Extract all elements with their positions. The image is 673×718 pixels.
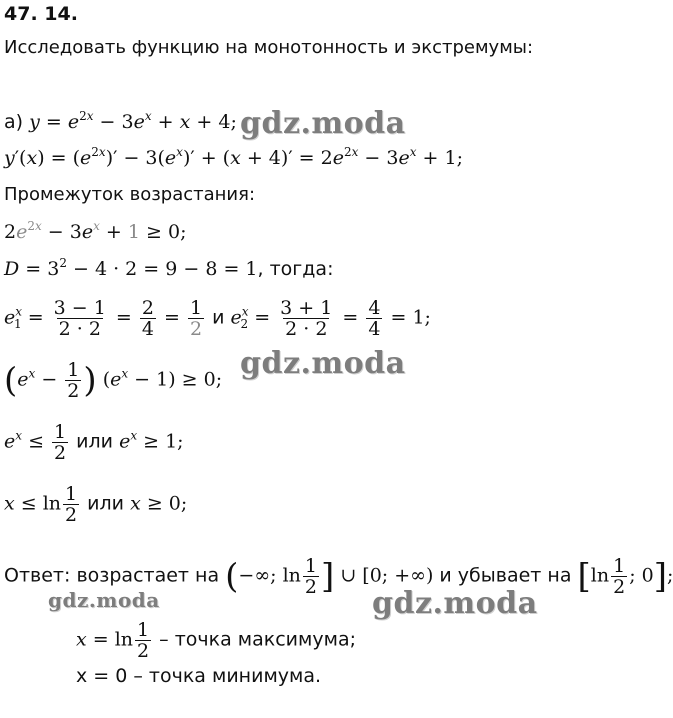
exponent-ranges: $e^x$ ≤ $\frac{1}{2}$ или $e^x \ge 1$; <box>4 421 184 464</box>
derivative-formula: $y'(x) = (e^{2x})' - 3(e^x)' + (x + 4)' = 2e^{2x} - 3e^x + 1$; <box>4 145 464 169</box>
max-point-line: x = ln $\frac{1}{2}$ – точка максимума; <box>76 619 356 662</box>
function-definition <box>4 110 237 134</box>
increase-interval-heading: Промежуток возрастания: <box>4 184 256 205</box>
watermark-4: gdz.moda <box>372 586 538 621</box>
factored-inequality: ($e^x$ − $\frac{1}{2}$ ) $(e^x - 1) \ge 0$; <box>4 359 223 402</box>
inequality: $2e^{2x} - 3e^x + 1 \ge 0$; <box>4 219 187 243</box>
max-point-label: – точка максимума; <box>153 628 356 651</box>
watermark-3: gdz.moda <box>48 588 160 612</box>
roots-line: $e^x_1$ = $\frac{3 - 1}{2 \cdot 2}$ = $\frac{2}{4}$ = $\frac{1}{2}$ и $e^x_2$ = $\frac{3 + 1}{2 \cdot 2}$ = $\frac{4}{4}$ = 1; <box>4 297 431 340</box>
and-label: и <box>212 306 225 329</box>
watermark-2: gdz.moda <box>240 346 406 381</box>
part-label: а) <box>4 111 24 133</box>
or-label-1: или <box>76 430 114 453</box>
answer-label: Ответ: <box>4 564 71 587</box>
problem-number: 47. 14. <box>4 3 78 25</box>
then-label: , тогда: <box>257 258 334 280</box>
function-formula: $y = e^{2x} - 3e^x + x + 4$; <box>29 109 237 133</box>
decreases-label: и убывает на <box>439 564 572 587</box>
task-statement: Исследовать функцию на монотонность и экстремумы: <box>4 37 534 58</box>
or-label-2: или <box>87 492 125 515</box>
watermark-1: gdz.moda <box>240 106 406 141</box>
increases-label: возрастает на <box>76 564 220 587</box>
answer-line: Ответ: возрастает на (−∞; ln $\frac{1}{2}$ ] ∪ [0; +∞) и убывает на [ln $\frac{1}{2}$ ; 0]; <box>4 555 673 598</box>
x-ranges: x ≤ ln $\frac{1}{2}$ или x ≥ 0; <box>4 483 188 526</box>
min-point-line: x = 0 – точка минимума. <box>76 665 322 687</box>
discriminant: $D = 3^2 - 4 \cdot 2 = 9 - 8 = 1$, тогда: <box>4 256 334 280</box>
